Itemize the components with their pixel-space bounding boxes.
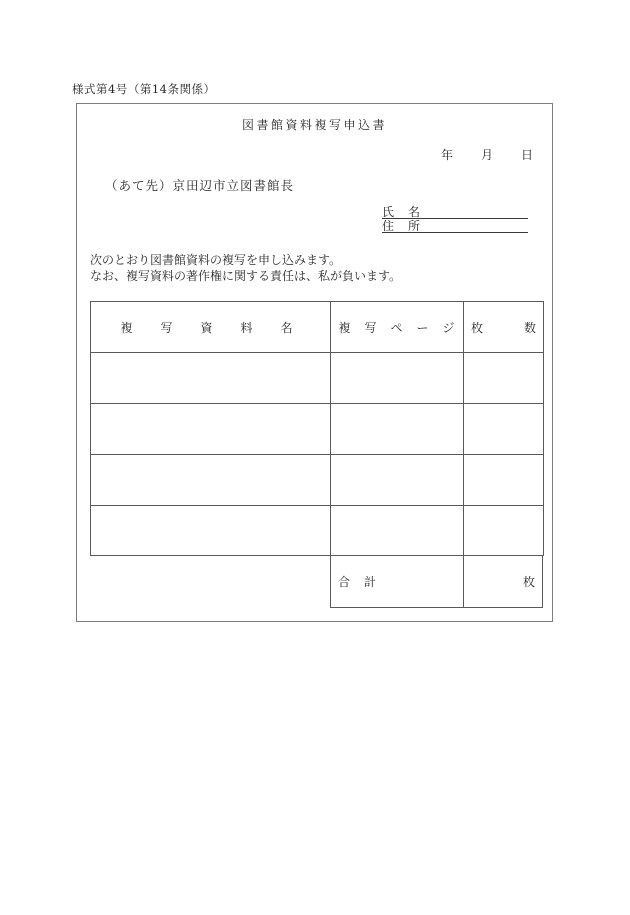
date-month-label: 月	[480, 148, 493, 162]
body-line-1: 次のとおり図書館資料の複写を申し込みます。	[90, 253, 342, 267]
name-field-line: 氏 名	[382, 205, 528, 219]
total-label-cell: 合 計	[331, 556, 464, 607]
address-field-line: 住 所	[382, 219, 528, 233]
addressee-line: （あて先）京田辺市立図書館長	[105, 178, 295, 193]
application-form-box	[76, 103, 553, 622]
table-row	[91, 404, 544, 455]
header-copy-pages: 複 写 ペ ー ジ	[331, 302, 464, 353]
header-sheets-left: 枚	[471, 320, 484, 335]
copy-request-table	[90, 301, 544, 556]
form-code-label: 様式第4号（第14条関係）	[72, 82, 216, 96]
cell-pages	[331, 404, 464, 455]
cell-pages	[331, 455, 464, 506]
body-text	[90, 252, 401, 284]
date-line	[441, 146, 533, 163]
table-row	[91, 455, 544, 506]
table-row	[91, 353, 544, 404]
date-year-label: 年	[440, 148, 453, 162]
table-header-row	[91, 302, 544, 353]
cell-material	[91, 455, 331, 506]
date-day-label: 日	[520, 148, 533, 162]
cell-pages	[331, 506, 464, 556]
cell-sheets	[464, 404, 544, 455]
form-title: 図書館資料複写申込書	[241, 118, 387, 132]
cell-pages	[331, 353, 464, 404]
cell-sheets	[464, 506, 544, 556]
total-unit-cell: 枚	[522, 575, 535, 589]
applicant-fields	[382, 205, 528, 233]
cell-material	[91, 404, 331, 455]
total-row	[330, 556, 543, 608]
header-sheets-right: 数	[523, 320, 536, 335]
cell-material	[91, 506, 331, 556]
cell-sheets	[464, 455, 544, 506]
header-sheet-count	[464, 302, 544, 353]
header-sheet-count-inner	[464, 319, 543, 336]
cell-sheets	[464, 353, 544, 404]
table-row	[91, 506, 544, 556]
cell-material	[91, 353, 331, 404]
header-material-name: 複 写 資 料 名	[91, 302, 331, 353]
body-line-2: なお、複写資料の著作権に関する責任は、私が負います。	[90, 269, 402, 283]
